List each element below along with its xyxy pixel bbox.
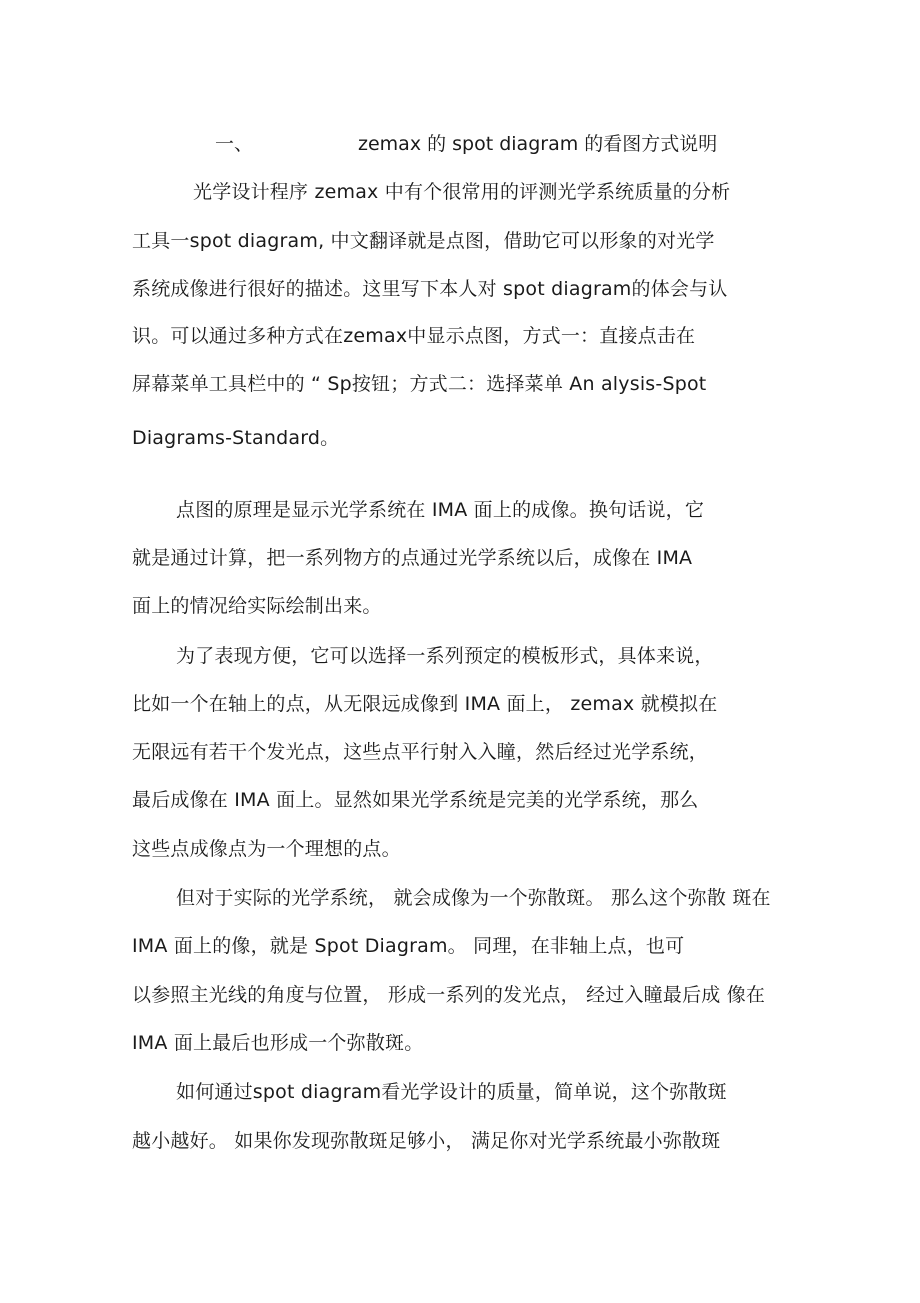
paragraph-line: 比如一个在轴上的点，从无限远成像到 IMA 面上， zemax 就模拟在 (132, 693, 718, 715)
paragraph-line: 工具一spot diagram, 中文翻译就是点图，借助它可以形象的对光学 (132, 230, 715, 252)
paragraph-line: 越小越好。 如果你发现弥散斑足够小， 满足你对光学系统最小弥散斑 (132, 1130, 721, 1152)
paragraph-line: Diagrams-Standard。 (132, 427, 340, 449)
paragraph-line: 这些点成像点为一个理想的点。 (132, 838, 401, 860)
paragraph-line: IMA 面上的像，就是 Spot Diagram。 同理，在非轴上点，也可 (132, 935, 685, 957)
heading-title: zemax 的 spot diagram 的看图方式说明 (358, 133, 718, 155)
paragraph-line: 屏幕菜单工具栏中的 “ Sp按钮；方式二：选择菜单 An alysis-Spot (132, 373, 707, 395)
heading-number: 一、 (215, 133, 254, 155)
paragraph-line: 面上的情况给实际绘制出来。 (132, 595, 382, 617)
paragraph-line: 但对于实际的光学系统， 就会成像为一个弥散斑。 那么这个弥散 斑在 (176, 887, 771, 909)
paragraph-line: 系统成像进行很好的描述。这里写下本人对 spot diagram的体会与认 (132, 278, 728, 300)
paragraph-line: 为了表现方便，它可以选择一系列预定的模板形式，具体来说， (176, 645, 714, 667)
paragraph-line: 如何通过spot diagram看光学设计的质量，简单说，这个弥散斑 (176, 1081, 727, 1103)
paragraph-line: 无限远有若干个发光点，这些点平行射入入瞳，然后经过光学系统， (132, 741, 709, 763)
paragraph-line: 就是通过计算，把一系列物方的点通过光学系统以后，成像在 IMA (132, 547, 693, 569)
paragraph-line: 最后成像在 IMA 面上。显然如果光学系统是完美的光学系统，那么 (132, 789, 699, 811)
paragraph-line: IMA 面上最后也形成一个弥散斑。 (132, 1032, 424, 1054)
paragraph-line: 光学设计程序 zemax 中有个很常用的评测光学系统质量的分析 (193, 181, 731, 203)
paragraph-line: 以参照主光线的角度与位置， 形成一系列的发光点， 经过入瞳最后成 像在 (132, 984, 766, 1006)
paragraph-line: 点图的原理是显示光学系统在 IMA 面上的成像。换句话说，它 (176, 499, 705, 521)
paragraph-line: 识。可以通过多种方式在zemax中显示点图，方式一：直接点击在 (132, 325, 696, 347)
